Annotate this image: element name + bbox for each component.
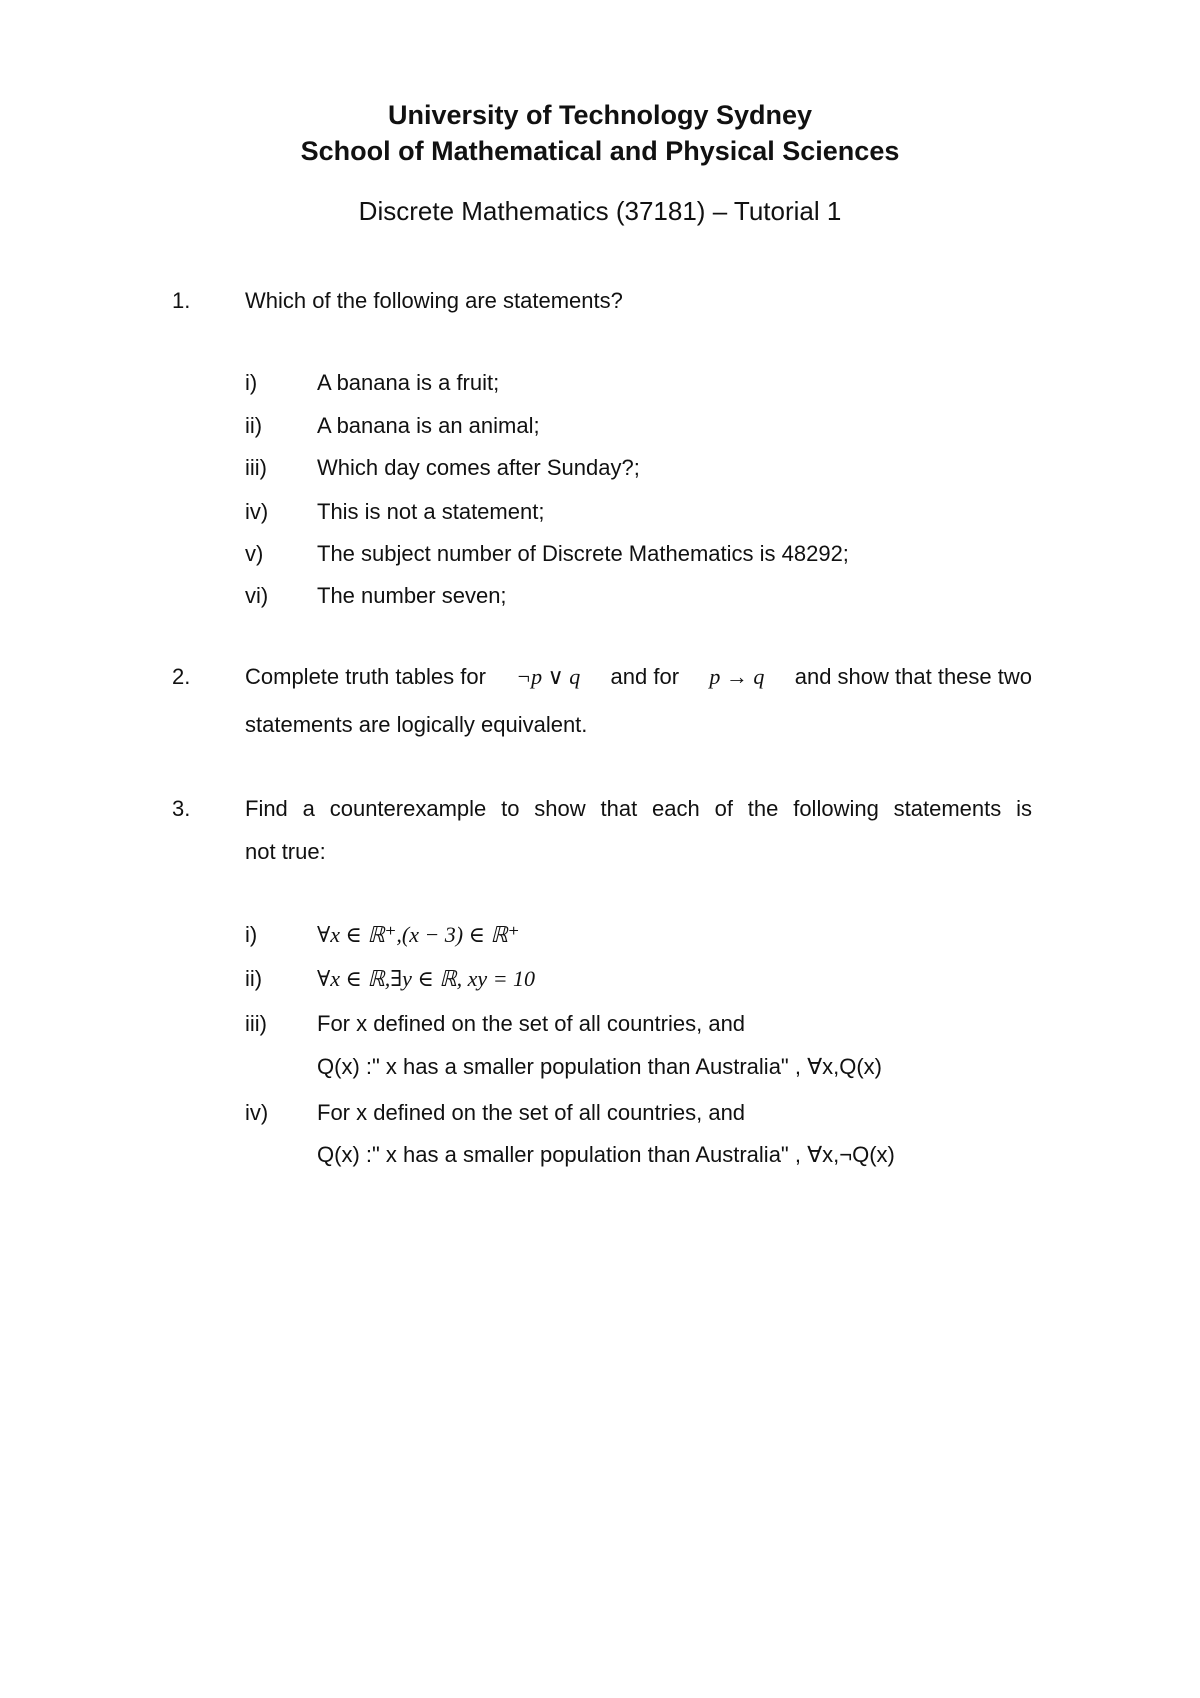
- q1-item-text: Which day comes after Sunday?;: [317, 455, 640, 480]
- q2-expression-p-implies-q: p → q: [709, 664, 765, 689]
- question-3-line-1: Find a counterexample to show that each of the following statements is: [245, 796, 1032, 821]
- question-3-line-2: not true:: [245, 839, 326, 864]
- university-title: University of Technology Sydney: [387, 100, 813, 130]
- q2-text-part: and show that these two: [794, 664, 1032, 689]
- q1-item-label: ii): [245, 413, 263, 438]
- subject-title: Discrete Mathematics (37181) – Tutorial 1: [358, 196, 842, 226]
- question-2-number: 2.: [172, 664, 191, 689]
- q2-text-part: Complete truth tables for: [245, 664, 486, 689]
- school-title: School of Mathematical and Physical Sciences: [300, 136, 900, 166]
- q3-item-predicate: Q(x) :" x has a smaller population than Australia" , ∀x,Q(x): [317, 1054, 882, 1079]
- q1-item-label: vi): [245, 583, 269, 608]
- q3-item-label: ii): [245, 966, 263, 991]
- question-2-line-2: statements are logically equivalent.: [245, 712, 588, 737]
- q1-item-text: This is not a statement;: [317, 499, 545, 524]
- q1-item-text: The number seven;: [317, 583, 507, 608]
- question-1-number: 1.: [172, 288, 191, 313]
- question-1-text: Which of the following are statements?: [245, 288, 623, 313]
- q1-item-label: i): [245, 370, 258, 395]
- q1-item-label: iii): [245, 455, 267, 480]
- q3-item-predicate: Q(x) :" x has a smaller population than Australia" , ∀x,¬Q(x): [317, 1142, 895, 1167]
- q1-item-text: The subject number of Discrete Mathematics is 48292;: [317, 541, 849, 566]
- q3-item-formula: ∀x ∈ ℝ⁺,(x − 3) ∈ ℝ⁺: [317, 922, 520, 947]
- question-2-line-1: [245, 664, 1032, 690]
- q2-text-part: and for: [610, 664, 680, 689]
- q1-item-label: iv): [245, 499, 269, 524]
- q3-item-label: iii): [245, 1011, 267, 1036]
- q3-item-formula: ∀x ∈ ℝ,∃y ∈ ℝ, xy = 10: [317, 966, 536, 991]
- q3-item-text: For x defined on the set of all countries, and: [317, 1100, 746, 1125]
- q3-item-label: iv): [245, 1100, 269, 1125]
- q3-item-label: i): [245, 922, 258, 947]
- q1-item-text: A banana is an animal;: [317, 413, 540, 438]
- q1-item-label: v): [245, 541, 264, 566]
- q1-item-text: A banana is a fruit;: [317, 370, 500, 395]
- q3-item-text: For x defined on the set of all countries, and: [317, 1011, 746, 1036]
- q2-expression-not-p-or-q: ¬p ∨ q: [516, 664, 581, 689]
- question-3-number: 3.: [172, 796, 191, 821]
